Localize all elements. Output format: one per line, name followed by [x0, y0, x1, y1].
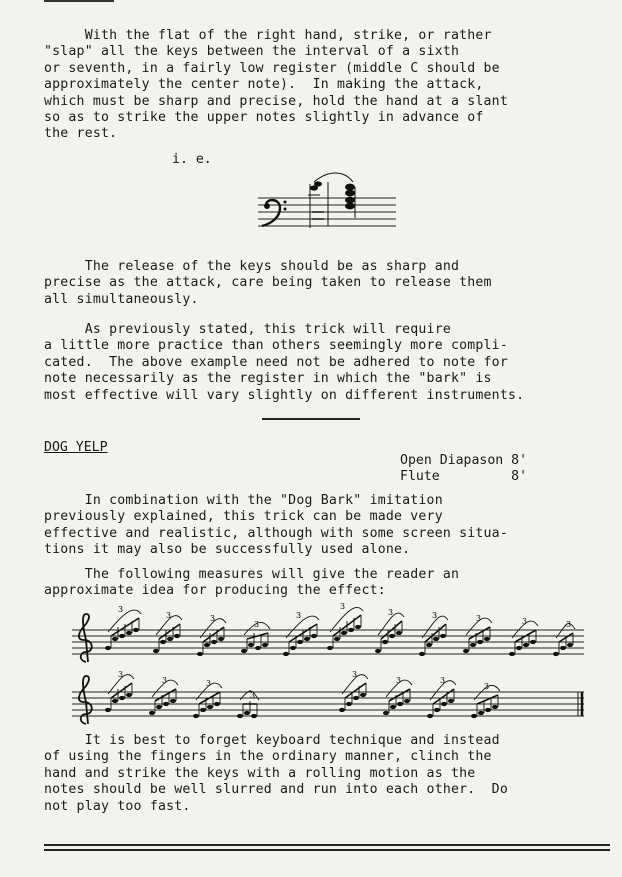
- section-divider: [262, 418, 360, 420]
- note-head: [297, 640, 303, 644]
- paragraph-release: The release of the keys should be as sharp and precise as the attack, care being taken to release them all simultaneously.: [44, 259, 492, 307]
- note-head: [334, 637, 340, 641]
- ie-label: i. e.: [172, 152, 212, 167]
- staff-lines: [72, 692, 584, 716]
- note-head: [448, 699, 454, 703]
- treble-staff-line-1: [72, 602, 592, 670]
- beam: [477, 695, 498, 704]
- note-head: [353, 696, 359, 700]
- note-head: [560, 646, 566, 650]
- triplet-mark: 3: [250, 691, 256, 700]
- note-head: [492, 705, 498, 709]
- note-head: [327, 646, 333, 650]
- note-head: [119, 696, 125, 700]
- note-head: [311, 634, 317, 638]
- treble-staff-line-2: [72, 672, 592, 732]
- paragraph-measures-intro: The following measures will give the reader an approximate idea for producing the effect:: [44, 567, 460, 599]
- note-head: [397, 702, 403, 706]
- note-head: [241, 649, 247, 653]
- note-head: [396, 631, 402, 635]
- triplet-mark: 3: [388, 608, 394, 617]
- note-head: [463, 649, 469, 653]
- triplet-mark: 3: [118, 670, 124, 679]
- note-group: [105, 605, 141, 650]
- note-head: [149, 711, 155, 715]
- staff-lines: [72, 630, 584, 654]
- note-head: [404, 699, 410, 703]
- note-group: [193, 679, 222, 718]
- note-head: [523, 643, 529, 647]
- triplet-mark: 3: [566, 620, 572, 629]
- note-head: [426, 643, 432, 647]
- note-head: [389, 634, 395, 638]
- note-head: [478, 711, 484, 715]
- note-group: [427, 676, 456, 718]
- note-head: [112, 637, 118, 641]
- treble-clef-icon: [79, 676, 92, 724]
- note-head: [290, 646, 296, 650]
- note-head: [348, 628, 354, 632]
- note-group: [509, 617, 538, 656]
- note-head: [485, 708, 491, 712]
- note-head: [382, 640, 388, 644]
- note-group: [419, 611, 448, 656]
- note-head: [133, 628, 139, 632]
- note-head: [193, 714, 199, 718]
- note-head: [339, 708, 345, 712]
- note-head: [105, 708, 111, 712]
- note-head: [174, 634, 180, 638]
- note-head: [440, 634, 446, 638]
- note-head: [283, 652, 289, 656]
- note-group: [237, 691, 259, 718]
- bass-clef-example: [258, 178, 398, 238]
- note-head: [200, 708, 206, 712]
- organ-stops: Open Diapason 8' Flute 8': [400, 453, 528, 485]
- note-group: [105, 670, 134, 712]
- note-head: [197, 652, 203, 656]
- note-head: [237, 714, 243, 718]
- section-heading-dog-yelp: DOG YELP: [44, 440, 108, 455]
- note-group: [463, 614, 492, 653]
- note-group: [327, 602, 363, 650]
- note-head: [530, 640, 536, 644]
- triplet-mark: 3: [396, 676, 402, 685]
- note-head: [119, 634, 125, 638]
- note-head: [126, 693, 132, 697]
- note-head: [112, 699, 118, 703]
- triplet-mark: 3: [476, 614, 482, 623]
- bottom-rule-double: [44, 849, 610, 851]
- note-head: [509, 652, 515, 656]
- note-head: [341, 631, 347, 635]
- note-head: [516, 646, 522, 650]
- paragraph-slap-instructions: With the flat of the right hand, strike, or rather "slap" all the keys between the interval of a sixth or seventh, in a fairly low register (middle C should be approximately the center note). In making the attack, which must be sharp and precise, hold the hand at a slant so as to strike the upper notes slightly in advance of the rest.: [44, 28, 508, 142]
- note-head: [434, 708, 440, 712]
- note-head: [251, 714, 257, 718]
- note-group: [197, 614, 226, 656]
- paragraph-technique: It is best to forget keyboard technique and instead of using the fingers in the ordinary manner, clinch the hand and strike the keys with a rolling motion as the notes should be well slurred and run into each other. Do not play too fast.: [44, 733, 508, 814]
- note-head: [441, 702, 447, 706]
- note-head: [375, 649, 381, 653]
- note-head: [346, 702, 352, 706]
- note-group: [553, 620, 575, 656]
- triplet-mark: 3: [340, 602, 346, 611]
- note-head: [211, 640, 217, 644]
- note-head: [390, 705, 396, 709]
- note-head: [126, 631, 132, 635]
- note-head: [471, 714, 477, 718]
- triplet-mark: 3: [484, 682, 490, 691]
- note-group: [471, 682, 500, 718]
- bass-clef-icon: [262, 200, 287, 226]
- note-head: [244, 711, 250, 715]
- note-head: [427, 714, 433, 718]
- triplet-mark: 3: [118, 605, 124, 614]
- note-head: [470, 643, 476, 647]
- note-head: [167, 637, 173, 641]
- triplet-mark: 3: [296, 611, 302, 620]
- note-head: [419, 652, 425, 656]
- treble-clef-icon: [79, 614, 92, 662]
- note-head: [163, 702, 169, 706]
- note-head: [477, 640, 483, 644]
- note-group: [153, 611, 182, 653]
- note-head: [204, 643, 210, 647]
- note-head: [105, 646, 111, 650]
- triplet-mark: 3: [210, 614, 216, 623]
- triplet-mark: 3: [440, 676, 446, 685]
- note-head: [360, 693, 366, 697]
- bottom-rule: [44, 844, 610, 846]
- note-head: [262, 643, 268, 647]
- note-head: [567, 643, 573, 647]
- triplet-mark: 3: [254, 620, 260, 629]
- note-head: [160, 640, 166, 644]
- note-head: [383, 711, 389, 715]
- note-group: [383, 676, 412, 715]
- chord-cluster: [308, 173, 355, 228]
- triplet-mark: 3: [352, 670, 358, 679]
- note-group: [339, 670, 368, 712]
- paragraph-practice: As previously stated, this trick will require a little more practice than others seemingly more compli- cated. The above example need not be adhered to note for note necessarily as the register in which the "bark" is most effective will vary slightly on different instruments.: [44, 322, 525, 403]
- note-head: [170, 699, 176, 703]
- note-group: [283, 611, 319, 656]
- note-head: [214, 702, 220, 706]
- note-head: [553, 652, 559, 656]
- note-head: [156, 705, 162, 709]
- note-head: [207, 705, 213, 709]
- note-group: [375, 608, 404, 653]
- note-head: [355, 625, 361, 629]
- note-head: [248, 643, 254, 647]
- note-head: [218, 637, 224, 641]
- note-group: [149, 676, 178, 715]
- paragraph-combination: In combination with the "Dog Bark" imitation previously explained, this trick can be made very effective and realistic, although with some screen situa- tions it may also be successfully used alone.: [44, 493, 508, 558]
- note-head: [433, 637, 439, 641]
- triplet-mark: 3: [522, 617, 528, 626]
- note-head: [304, 637, 310, 641]
- top-rule: [44, 0, 114, 2]
- triplet-mark: 3: [206, 679, 212, 688]
- triplet-mark: 3: [166, 611, 172, 620]
- triplet-mark: 3: [162, 676, 168, 685]
- note-head: [255, 646, 261, 650]
- note-head: [153, 649, 159, 653]
- note-head: [484, 637, 490, 641]
- triplet-mark: 3: [432, 611, 438, 620]
